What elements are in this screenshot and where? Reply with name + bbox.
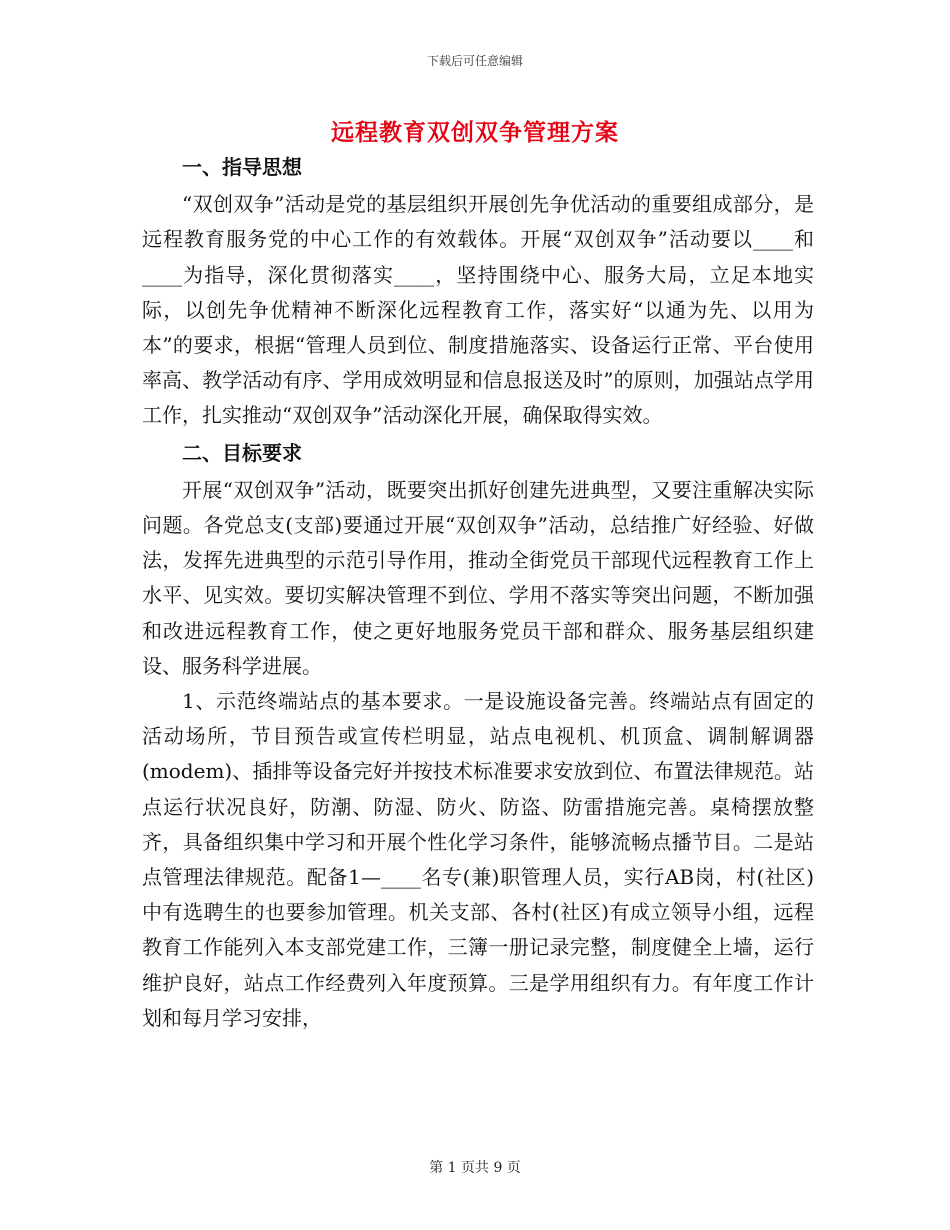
header-note: 下载后可任意编辑 [426,54,523,68]
page-number-footer: 第 1 页共 9 页 [429,1160,521,1176]
paragraph: “双创双争”活动是党的基层组织开展创先争优活动的重要组成部分，是远程教育服务党的中心工作的有效载体。开展“双创双争”活动要以____和____为指导，深化贯彻落实____，坚持围绕中心、服务大局，立足本地实际，以创先争优精神不断深化远程教育工作，落实好“以通为先、以用为本”的要求，根据“管理人员到位、制度措施落实、设备运行正常、平台使用率高、教学活动有序、学用成效明显和信息报送及时”的原则，加强站点学用工作，扎实推动“双创双争”活动深化开展，确保取得实效。 [142,192,814,428]
document-title: 远程教育双创双争管理方案 [331,119,619,146]
section-heading-goals: 二、目标要求 [182,440,302,465]
paragraph: 1、示范终端站点的基本要求。一是设施设备完善。终端站点有固定的活动场所，节目预告或宣传栏明显，站点电视机、机顶盒、调制解调器(modem)、插排等设备完好并按技术标准要求安放到位、布置法律规范。站点运行状况良好，防潮、防湿、防火、防盗、防雷措施完善。桌椅摆放整齐，具备组织集中学习和开展个性化学习条件，能够流畅点播节目。二是站点管理法律规范。配备1—____名专(兼)职管理人员，实行AB岗，村(社区)中有选聘生的也要参加管理。机关支部、各村(社区)有成立领导小组，远程教育工作能列入本支部党建工作，三簿一册记录完整，制度健全上墙，运行维护良好，站点工作经费列入年度预算。三是学用组织有力。有年度工作计划和每月学习安排， [142,689,814,1030]
paragraph: 开展“双创双争”活动，既要突出抓好创建先进典型，又要注重解决实际问题。各党总支(支部)要通过开展“双创双争”活动，总结推广好经验、好做法，发挥先进典型的示范引导作用，推动全街党员干部现代远程教育工作上水平、见实效。要切实解决管理不到位、学用不落实等突出问题，不断加强和改进远程教育工作，使之更好地服务党员干部和群众、服务基层组织建设、服务科学进展。 [142,477,814,678]
document-body [142,150,814,1036]
section-heading-guiding-thought: 一、指导思想 [182,155,302,179]
